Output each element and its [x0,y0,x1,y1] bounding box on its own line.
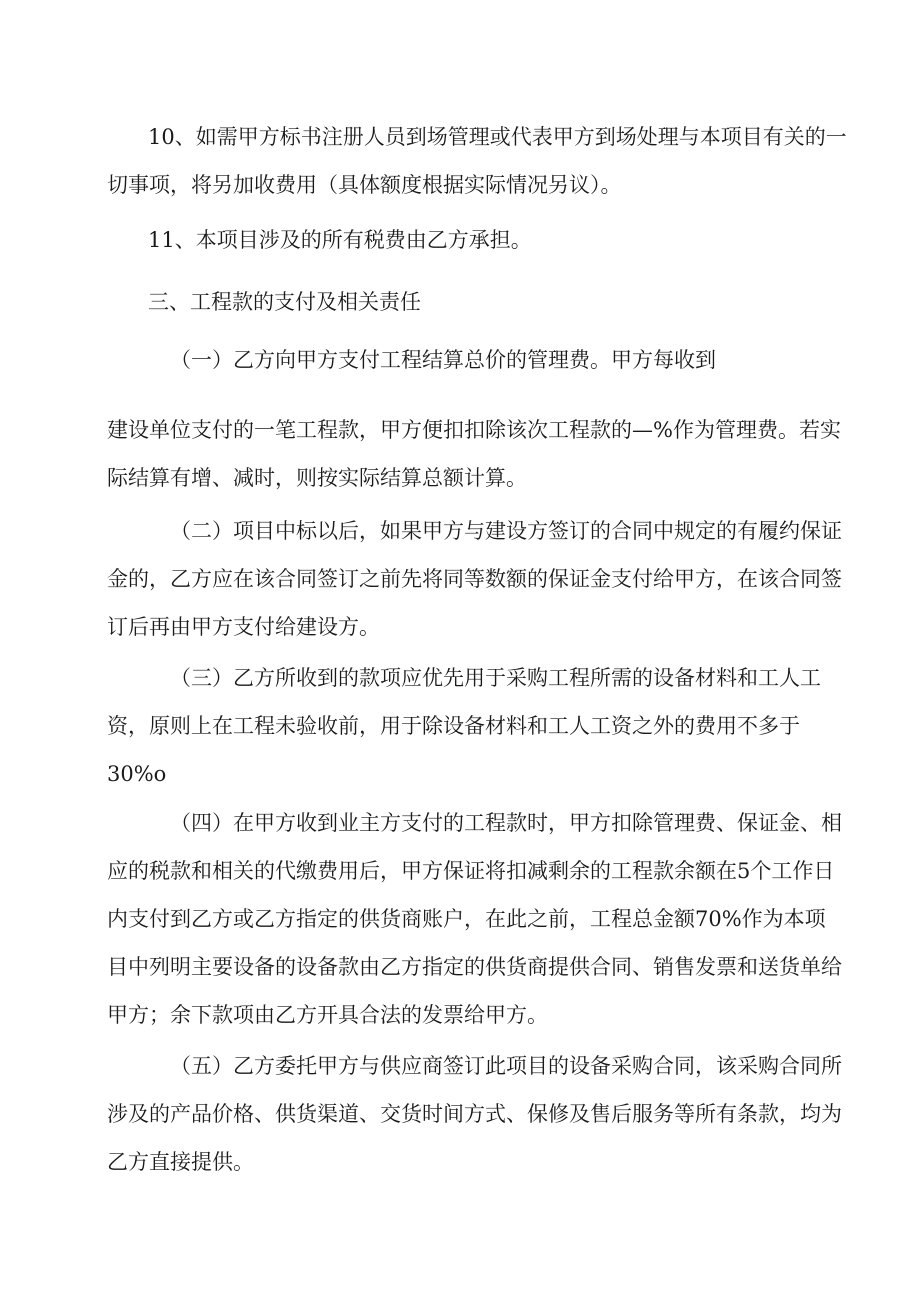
item-4-line-5: 甲方；余下款项由乙方开具合法的发票给甲方。 [107,1003,548,1027]
item-3-line-2: 资，原则上在工程未验收前，用于除设备材料和工人工资之外的费用不多于 [107,714,800,738]
item-4-line-1: （四）在甲方收到业主方支付的工程款时，甲方扣除管理费、保证金、相 [170,811,842,835]
item-3-line-1: （三）乙方所收到的款项应优先用于采购工程所需的设备材料和工人工 [170,666,821,690]
item-2-line-2: 金的，乙方应在该合同签订之前先将同等数额的保证金支付给甲方，在该合同签 [107,567,842,591]
item-1-line-3: 际结算有增、减时，则按实际结算总额计算。 [107,466,527,490]
item-2-line-3: 订后再由甲方支付给建设方。 [107,615,380,639]
item-5-line-3: 乙方直接提供。 [107,1150,254,1174]
clause-10-line-2: 切事项，将另加收费用（具体额度根据实际情况另议）。 [107,173,622,197]
section-3-heading: 三、工程款的支付及相关责任 [148,290,421,314]
item-5-line-2: 涉及的产品价格、供货渠道、交货时间方式、保修及售后服务等所有条款，均为 [107,1102,842,1126]
item-1-line-1: （一）乙方向甲方支付工程结算总价的管理费。甲方每收到 [170,348,716,372]
clause-10-line-1: 10、如需甲方标书注册人员到场管理或代表甲方到场处理与本项目有关的一 [148,125,847,149]
item-4-line-4: 目中列明主要设备的设备款由乙方指定的供货商提供合同、销售发票和送货单给 [107,955,842,979]
clause-11: 11、本项目涉及的所有税费由乙方承担。 [148,228,532,252]
item-1-line-2: 建设单位支付的一笔工程款，甲方便扣扣除该次工程款的—%作为管理费。若实 [107,418,841,442]
item-5-line-1: （五）乙方委托甲方与供应商签订此项目的设备采购合同，该采购合同所 [170,1054,842,1078]
item-2-line-1: （二）项目中标以后，如果甲方与建设方签订的合同中规定的有履约保证 [170,519,842,543]
item-3-line-3: 30%o [107,762,167,786]
item-4-line-3: 内支付到乙方或乙方指定的供货商账户，在此之前，工程总金额70%作为本项 [107,907,826,931]
item-4-line-2: 应的税款和相关的代缴费用后，甲方保证将扣减剩余的工程款余额在5个工作日 [107,859,835,883]
